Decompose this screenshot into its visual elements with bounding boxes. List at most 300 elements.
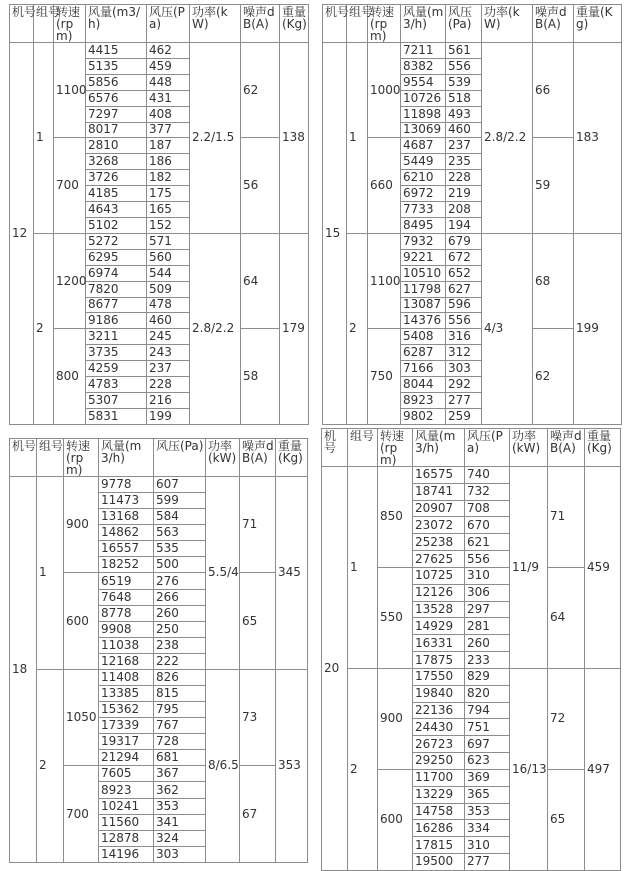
pressure-cell: 222 xyxy=(154,653,206,669)
pressure-cell: 607 xyxy=(154,477,206,493)
header-label: 转速(rpm) xyxy=(56,5,81,43)
header-cell xyxy=(548,429,585,467)
table-row xyxy=(10,477,308,493)
airflow-cell: 5831 xyxy=(86,408,147,424)
header-label: 重量(Kg) xyxy=(587,429,612,455)
weight-cell: 353 xyxy=(276,669,308,862)
pressure-cell: 621 xyxy=(465,534,510,551)
table-row xyxy=(10,43,309,59)
noise-cell: 56 xyxy=(241,138,280,233)
weight-cell: 199 xyxy=(574,233,622,424)
power-cell: 2.8/2.2 xyxy=(482,43,533,234)
pressure-cell: 751 xyxy=(465,719,510,736)
airflow-cell: 19500 xyxy=(413,854,465,871)
group-no-cell: 1 xyxy=(34,43,54,234)
airflow-cell: 7605 xyxy=(99,766,154,782)
airflow-cell: 24430 xyxy=(413,719,465,736)
table-row xyxy=(10,138,309,154)
airflow-cell: 7297 xyxy=(86,106,147,122)
header-label: 风压(Pa) xyxy=(467,429,503,455)
pressure-cell: 459 xyxy=(147,58,190,74)
airflow-cell: 14862 xyxy=(99,525,154,541)
header-cell xyxy=(323,5,350,43)
pressure-cell: 334 xyxy=(465,820,510,837)
pressure-cell: 165 xyxy=(147,202,190,218)
airflow-cell: 8778 xyxy=(99,605,154,621)
header-label: 机号 xyxy=(12,439,37,453)
pressure-cell: 237 xyxy=(147,361,190,377)
weight-cell: 459 xyxy=(585,467,621,669)
pressure-cell: 216 xyxy=(147,392,190,408)
rpm-cell: 700 xyxy=(64,766,99,862)
pressure-cell: 740 xyxy=(465,467,510,484)
table-row xyxy=(322,467,621,484)
airflow-cell: 10510 xyxy=(401,265,446,281)
pressure-cell: 563 xyxy=(154,525,206,541)
airflow-cell: 11898 xyxy=(401,106,446,122)
airflow-cell: 26723 xyxy=(413,736,465,753)
group-no-cell: 2 xyxy=(347,233,368,424)
pressure-cell: 826 xyxy=(154,669,206,685)
pressure-cell: 829 xyxy=(465,668,510,685)
pressure-cell: 767 xyxy=(154,718,206,734)
airflow-cell: 3268 xyxy=(86,154,147,170)
table-panel-15 xyxy=(322,4,621,423)
header-cell xyxy=(465,429,510,467)
pressure-cell: 297 xyxy=(465,601,510,618)
airflow-cell: 6210 xyxy=(401,170,446,186)
airflow-cell: 16331 xyxy=(413,635,465,652)
header-label: 功率(kW) xyxy=(512,429,541,455)
pressure-cell: 303 xyxy=(154,846,206,862)
header-label: 噪声dB(A) xyxy=(243,5,275,31)
pressure-cell: 795 xyxy=(154,702,206,718)
pressure-cell: 233 xyxy=(465,652,510,669)
rpm-cell: 750 xyxy=(368,329,401,424)
airflow-cell: 11473 xyxy=(99,493,154,509)
pressure-cell: 448 xyxy=(147,74,190,90)
pressure-cell: 219 xyxy=(446,186,482,202)
pressure-cell: 732 xyxy=(465,483,510,500)
airflow-cell: 15362 xyxy=(99,702,154,718)
header-row xyxy=(323,5,622,43)
rpm-cell: 550 xyxy=(378,567,413,668)
pressure-cell: 599 xyxy=(154,493,206,509)
header-label: 转速(rpm) xyxy=(380,429,405,467)
header-cell xyxy=(533,5,574,43)
noise-cell: 71 xyxy=(240,477,276,573)
spec-table xyxy=(321,428,621,871)
spec-table xyxy=(322,4,622,425)
pressure-cell: 277 xyxy=(446,392,482,408)
power-cell: 8/6.5 xyxy=(206,669,240,862)
pressure-cell: 679 xyxy=(446,233,482,249)
rpm-cell: 1100 xyxy=(54,43,86,138)
airflow-cell: 19317 xyxy=(99,734,154,750)
airflow-cell: 13385 xyxy=(99,686,154,702)
airflow-cell: 5408 xyxy=(401,329,446,345)
airflow-cell: 5307 xyxy=(86,392,147,408)
table-panel-12 xyxy=(9,4,308,423)
airflow-cell: 4783 xyxy=(86,377,147,393)
pressure-cell: 556 xyxy=(446,313,482,329)
pressure-cell: 199 xyxy=(147,408,190,424)
noise-cell: 67 xyxy=(240,766,276,862)
header-cell xyxy=(64,439,99,477)
pressure-cell: 312 xyxy=(446,345,482,361)
airflow-cell: 9778 xyxy=(99,477,154,493)
airflow-cell: 18741 xyxy=(413,483,465,500)
pressure-cell: 228 xyxy=(446,170,482,186)
pressure-cell: 292 xyxy=(446,377,482,393)
airflow-cell: 16286 xyxy=(413,820,465,837)
header-label: 功率(kW) xyxy=(208,439,237,465)
pressure-cell: 708 xyxy=(465,500,510,517)
header-cell xyxy=(86,5,147,43)
pressure-cell: 561 xyxy=(446,43,482,59)
pressure-cell: 820 xyxy=(465,685,510,702)
header-label: 功率(kW) xyxy=(192,5,228,31)
pressure-cell: 556 xyxy=(446,58,482,74)
pressure-cell: 623 xyxy=(465,753,510,770)
noise-cell: 64 xyxy=(548,567,585,668)
pressure-cell: 276 xyxy=(154,573,206,589)
pressure-cell: 250 xyxy=(154,621,206,637)
pressure-cell: 369 xyxy=(465,769,510,786)
weight-cell: 345 xyxy=(276,477,308,670)
airflow-cell: 19840 xyxy=(413,685,465,702)
header-cell xyxy=(280,5,309,43)
header-label: 组号 xyxy=(39,439,64,453)
header-label: 重量(Kg) xyxy=(278,439,303,465)
airflow-cell: 17815 xyxy=(413,837,465,854)
header-row xyxy=(322,429,621,467)
airflow-cell: 6287 xyxy=(401,345,446,361)
header-cell xyxy=(147,5,190,43)
table-row xyxy=(323,233,622,249)
pressure-cell: 431 xyxy=(147,90,190,106)
airflow-cell: 12168 xyxy=(99,653,154,669)
airflow-cell: 4185 xyxy=(86,186,147,202)
rpm-cell: 850 xyxy=(378,467,413,568)
airflow-cell: 8495 xyxy=(401,217,446,233)
pressure-cell: 310 xyxy=(465,837,510,854)
pressure-cell: 228 xyxy=(147,377,190,393)
noise-cell: 66 xyxy=(533,43,574,138)
airflow-cell: 14929 xyxy=(413,618,465,635)
noise-cell: 62 xyxy=(533,329,574,424)
header-label: 风压(Pa) xyxy=(149,5,185,31)
airflow-cell: 20907 xyxy=(413,500,465,517)
noise-cell: 64 xyxy=(241,233,280,328)
group-no-cell: 2 xyxy=(348,668,378,870)
airflow-cell: 9221 xyxy=(401,249,446,265)
noise-cell: 59 xyxy=(533,138,574,233)
header-cell xyxy=(510,429,548,467)
machine-no-cell: 15 xyxy=(323,43,347,425)
airflow-cell: 6519 xyxy=(99,573,154,589)
group-no-cell: 1 xyxy=(348,467,378,669)
power-cell: 2.8/2.2 xyxy=(190,233,241,424)
machine-no-cell: 18 xyxy=(10,477,37,863)
header-cell xyxy=(482,5,533,43)
machine-no-cell: 20 xyxy=(322,467,348,871)
airflow-cell: 6295 xyxy=(86,249,147,265)
header-cell xyxy=(240,439,276,477)
group-no-cell: 2 xyxy=(34,233,54,424)
airflow-cell: 17550 xyxy=(413,668,465,685)
airflow-cell: 7166 xyxy=(401,361,446,377)
airflow-cell: 13087 xyxy=(401,297,446,313)
airflow-cell: 17339 xyxy=(99,718,154,734)
header-label: 重量(Kg) xyxy=(576,5,613,31)
noise-cell: 73 xyxy=(240,669,276,765)
pressure-cell: 672 xyxy=(446,249,482,265)
pressure-cell: 462 xyxy=(147,43,190,59)
pressure-cell: 303 xyxy=(446,361,482,377)
header-cell xyxy=(348,429,378,467)
airflow-cell: 5449 xyxy=(401,154,446,170)
table-row xyxy=(10,233,309,249)
header-cell xyxy=(413,429,465,467)
pressure-cell: 652 xyxy=(446,265,482,281)
pressure-cell: 408 xyxy=(147,106,190,122)
rpm-cell: 1100 xyxy=(368,233,401,328)
airflow-cell: 7648 xyxy=(99,589,154,605)
pressure-cell: 281 xyxy=(465,618,510,635)
header-label: 机号 xyxy=(12,5,37,19)
header-cell xyxy=(574,5,622,43)
weight-cell: 179 xyxy=(280,233,309,424)
pressure-cell: 518 xyxy=(446,90,482,106)
airflow-cell: 12878 xyxy=(99,830,154,846)
airflow-cell: 13168 xyxy=(99,509,154,525)
pressure-cell: 362 xyxy=(154,782,206,798)
header-cell xyxy=(347,5,374,43)
pressure-cell: 377 xyxy=(147,122,190,138)
pressure-cell: 681 xyxy=(154,750,206,766)
pressure-cell: 509 xyxy=(147,281,190,297)
table-row xyxy=(10,329,309,345)
airflow-cell: 7820 xyxy=(86,281,147,297)
airflow-cell: 9802 xyxy=(401,408,446,424)
table-panel-20 xyxy=(321,428,620,869)
header-cell xyxy=(10,439,37,477)
pressure-cell: 353 xyxy=(154,798,206,814)
noise-cell: 72 xyxy=(548,668,585,769)
pressure-cell: 187 xyxy=(147,138,190,154)
header-cell xyxy=(190,5,241,43)
airflow-cell: 21294 xyxy=(99,750,154,766)
header-label: 重量(Kg) xyxy=(282,5,307,31)
rpm-cell: 660 xyxy=(368,138,401,233)
header-row xyxy=(10,5,309,43)
airflow-cell: 8923 xyxy=(401,392,446,408)
header-cell xyxy=(154,439,206,477)
airflow-cell: 29250 xyxy=(413,753,465,770)
group-no-cell: 1 xyxy=(37,477,64,670)
header-label: 风压(Pa) xyxy=(448,5,473,31)
weight-cell: 497 xyxy=(585,668,621,870)
pressure-cell: 238 xyxy=(154,637,206,653)
header-label: 组号 xyxy=(36,5,61,19)
pressure-cell: 245 xyxy=(147,329,190,345)
airflow-cell: 16557 xyxy=(99,541,154,557)
airflow-cell: 4259 xyxy=(86,361,147,377)
airflow-cell: 13229 xyxy=(413,786,465,803)
airflow-cell: 12126 xyxy=(413,584,465,601)
airflow-cell: 8044 xyxy=(401,377,446,393)
pressure-cell: 259 xyxy=(446,408,482,424)
airflow-cell: 5272 xyxy=(86,233,147,249)
header-label: 功率(kW) xyxy=(484,5,520,31)
machine-no-cell: 12 xyxy=(10,43,34,425)
header-cell xyxy=(10,5,37,43)
airflow-cell: 8382 xyxy=(401,58,446,74)
pressure-cell: 460 xyxy=(147,313,190,329)
airflow-cell: 6972 xyxy=(401,186,446,202)
pressure-cell: 493 xyxy=(446,106,482,122)
group-no-cell: 1 xyxy=(347,43,368,234)
header-label: 风量(m3/h) xyxy=(415,429,456,455)
pressure-cell: 670 xyxy=(465,517,510,534)
rpm-cell: 1050 xyxy=(64,669,99,765)
pressure-cell: 152 xyxy=(147,217,190,233)
airflow-cell: 9554 xyxy=(401,74,446,90)
airflow-cell: 11560 xyxy=(99,814,154,830)
airflow-cell: 8017 xyxy=(86,122,147,138)
header-label: 噪声dB(A) xyxy=(550,429,582,455)
airflow-cell: 11038 xyxy=(99,637,154,653)
airflow-cell: 6576 xyxy=(86,90,147,106)
airflow-cell: 18252 xyxy=(99,557,154,573)
header-cell xyxy=(206,439,240,477)
group-no-cell: 2 xyxy=(37,669,64,862)
noise-cell: 71 xyxy=(548,467,585,568)
airflow-cell: 13069 xyxy=(401,122,446,138)
rpm-cell: 700 xyxy=(54,138,86,233)
header-label: 风量(m3/h) xyxy=(403,5,444,31)
airflow-cell: 7733 xyxy=(401,202,446,218)
pressure-cell: 237 xyxy=(446,138,482,154)
pressure-cell: 175 xyxy=(147,186,190,202)
airflow-cell: 27625 xyxy=(413,551,465,568)
spec-table xyxy=(9,438,308,863)
header-cell xyxy=(585,429,621,467)
airflow-cell: 7932 xyxy=(401,233,446,249)
airflow-cell: 4643 xyxy=(86,202,147,218)
header-cell xyxy=(276,439,308,477)
pressure-cell: 324 xyxy=(154,830,206,846)
header-label: 组号 xyxy=(349,5,374,19)
pressure-cell: 544 xyxy=(147,265,190,281)
pressure-cell: 341 xyxy=(154,814,206,830)
pressure-cell: 560 xyxy=(147,249,190,265)
header-cell xyxy=(322,429,348,467)
pressure-cell: 316 xyxy=(446,329,482,345)
table-row xyxy=(322,668,621,685)
pressure-cell: 535 xyxy=(154,541,206,557)
header-cell xyxy=(378,429,413,467)
airflow-cell: 8677 xyxy=(86,297,147,313)
airflow-cell: 2810 xyxy=(86,138,147,154)
pressure-cell: 697 xyxy=(465,736,510,753)
pressure-cell: 266 xyxy=(154,589,206,605)
weight-cell: 183 xyxy=(574,43,622,234)
airflow-cell: 11700 xyxy=(413,769,465,786)
airflow-cell: 3735 xyxy=(86,345,147,361)
noise-cell: 65 xyxy=(548,769,585,870)
power-cell: 11/9 xyxy=(510,467,548,669)
pressure-cell: 627 xyxy=(446,281,482,297)
airflow-cell: 8923 xyxy=(99,782,154,798)
pressure-cell: 208 xyxy=(446,202,482,218)
weight-cell: 138 xyxy=(280,43,309,234)
header-cell xyxy=(241,5,280,43)
header-label: 机号 xyxy=(324,429,337,455)
header-cell xyxy=(401,5,446,43)
rpm-cell: 600 xyxy=(378,769,413,870)
rpm-cell: 800 xyxy=(54,329,86,424)
airflow-cell: 22136 xyxy=(413,702,465,719)
header-label: 转速(rpm) xyxy=(370,5,395,43)
airflow-cell: 14758 xyxy=(413,803,465,820)
airflow-cell: 7211 xyxy=(401,43,446,59)
airflow-cell: 3726 xyxy=(86,170,147,186)
pressure-cell: 815 xyxy=(154,686,206,702)
noise-cell: 58 xyxy=(241,329,280,424)
pressure-cell: 353 xyxy=(465,803,510,820)
noise-cell: 68 xyxy=(533,233,574,328)
pressure-cell: 310 xyxy=(465,567,510,584)
airflow-cell: 6974 xyxy=(86,265,147,281)
header-label: 风量(m3/h) xyxy=(88,5,141,31)
airflow-cell: 14376 xyxy=(401,313,446,329)
pressure-cell: 728 xyxy=(154,734,206,750)
table-panel-18 xyxy=(9,438,307,861)
pressure-cell: 556 xyxy=(465,551,510,568)
airflow-cell: 9186 xyxy=(86,313,147,329)
pressure-cell: 277 xyxy=(465,854,510,871)
header-row xyxy=(10,439,308,477)
header-cell xyxy=(37,439,64,477)
header-cell xyxy=(34,5,61,43)
airflow-cell: 10725 xyxy=(413,567,465,584)
pressure-cell: 260 xyxy=(154,605,206,621)
power-cell: 5.5/4 xyxy=(206,477,240,670)
pressure-cell: 182 xyxy=(147,170,190,186)
header-label: 转速(rpm) xyxy=(66,439,91,477)
pressure-cell: 794 xyxy=(465,702,510,719)
airflow-cell: 25238 xyxy=(413,534,465,551)
power-cell: 16/13 xyxy=(510,668,548,870)
airflow-cell: 11408 xyxy=(99,669,154,685)
pressure-cell: 571 xyxy=(147,233,190,249)
table-row xyxy=(10,669,308,685)
header-label: 噪声dB(A) xyxy=(535,5,567,31)
power-cell: 2.2/1.5 xyxy=(190,43,241,234)
noise-cell: 62 xyxy=(241,43,280,138)
airflow-cell: 23072 xyxy=(413,517,465,534)
rpm-cell: 900 xyxy=(378,668,413,769)
pressure-cell: 260 xyxy=(465,635,510,652)
airflow-cell: 13528 xyxy=(413,601,465,618)
noise-cell: 65 xyxy=(240,573,276,669)
airflow-cell: 10726 xyxy=(401,90,446,106)
header-label: 风量(m3/h) xyxy=(101,439,142,465)
airflow-cell: 11798 xyxy=(401,281,446,297)
rpm-cell: 900 xyxy=(64,477,99,573)
